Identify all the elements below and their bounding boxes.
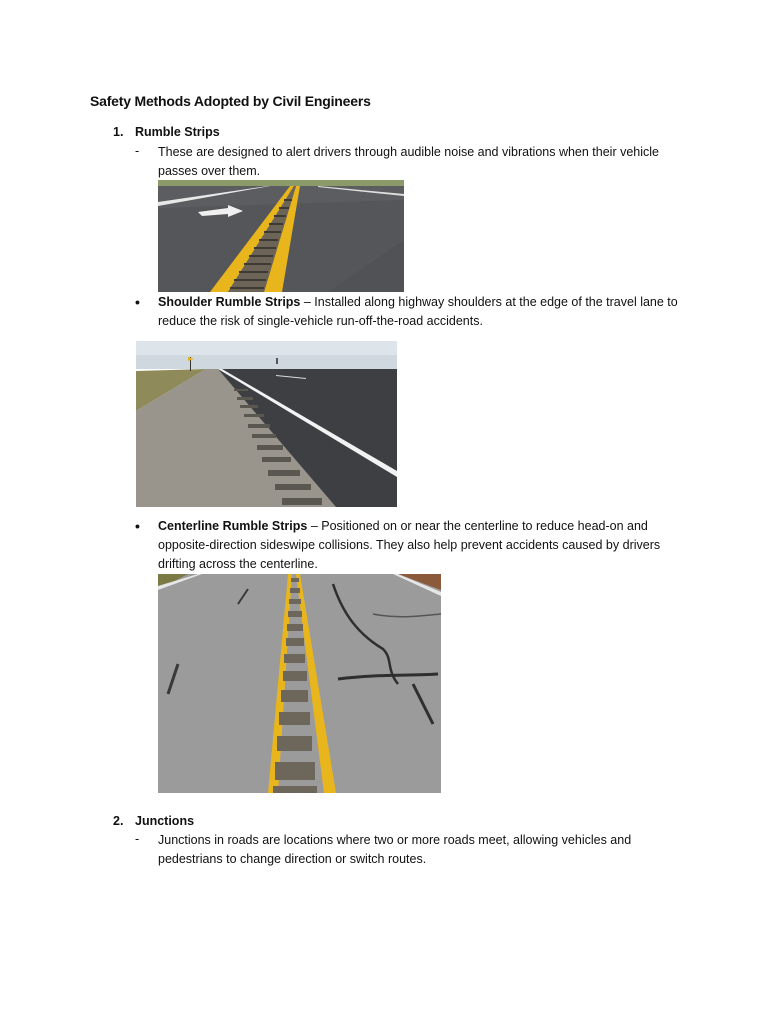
- dash-marker: -: [135, 144, 140, 158]
- document-title: Safety Methods Adopted by Civil Engineers: [90, 93, 371, 109]
- junctions-description: Junctions in roads are locations where two or more roads meet, allowing vehicles and pedestrians to change direction or switch routes.: [158, 833, 632, 866]
- shoulder-rumble-strips-label: Shoulder Rumble Strips: [158, 295, 301, 309]
- section-number: 2.: [113, 814, 124, 828]
- bullet-marker: •: [135, 518, 140, 534]
- section-heading-junctions: Junctions: [135, 814, 195, 828]
- shoulder-rumble-strips-text: Installed along highway shoulders at the edge of the travel lane to reduce the risk of single-vehicle run-off-the-road accidents.: [158, 295, 678, 328]
- centerline-rumble-strips-item: [158, 517, 678, 574]
- section-heading-rumble-strips: Rumble Strips: [135, 125, 220, 139]
- shoulder-rumble-strips-item: [158, 293, 678, 331]
- centerline-rumble-strip-photo: [158, 574, 441, 793]
- separator: –: [307, 519, 322, 533]
- dash-marker: -: [135, 832, 140, 846]
- rumble-strips-description: These are designed to alert drivers through audible noise and vibrations when their vehicle passes over them.: [158, 145, 659, 178]
- centerline-rumble-strips-label: Centerline Rumble Strips: [158, 519, 308, 533]
- shoulder-rumble-strip-photo: [136, 341, 397, 507]
- centerline-rumble-strips-text: Positioned on or near the centerline to reduce head-on and opposite-direction sideswipe collisions. They also help prevent accidents caused by drivers drifting across the centerline.: [158, 519, 661, 571]
- section-number: 1.: [113, 125, 124, 139]
- separator: –: [300, 295, 315, 309]
- rumble-strip-photo: [158, 180, 404, 292]
- bullet-marker: •: [135, 294, 140, 310]
